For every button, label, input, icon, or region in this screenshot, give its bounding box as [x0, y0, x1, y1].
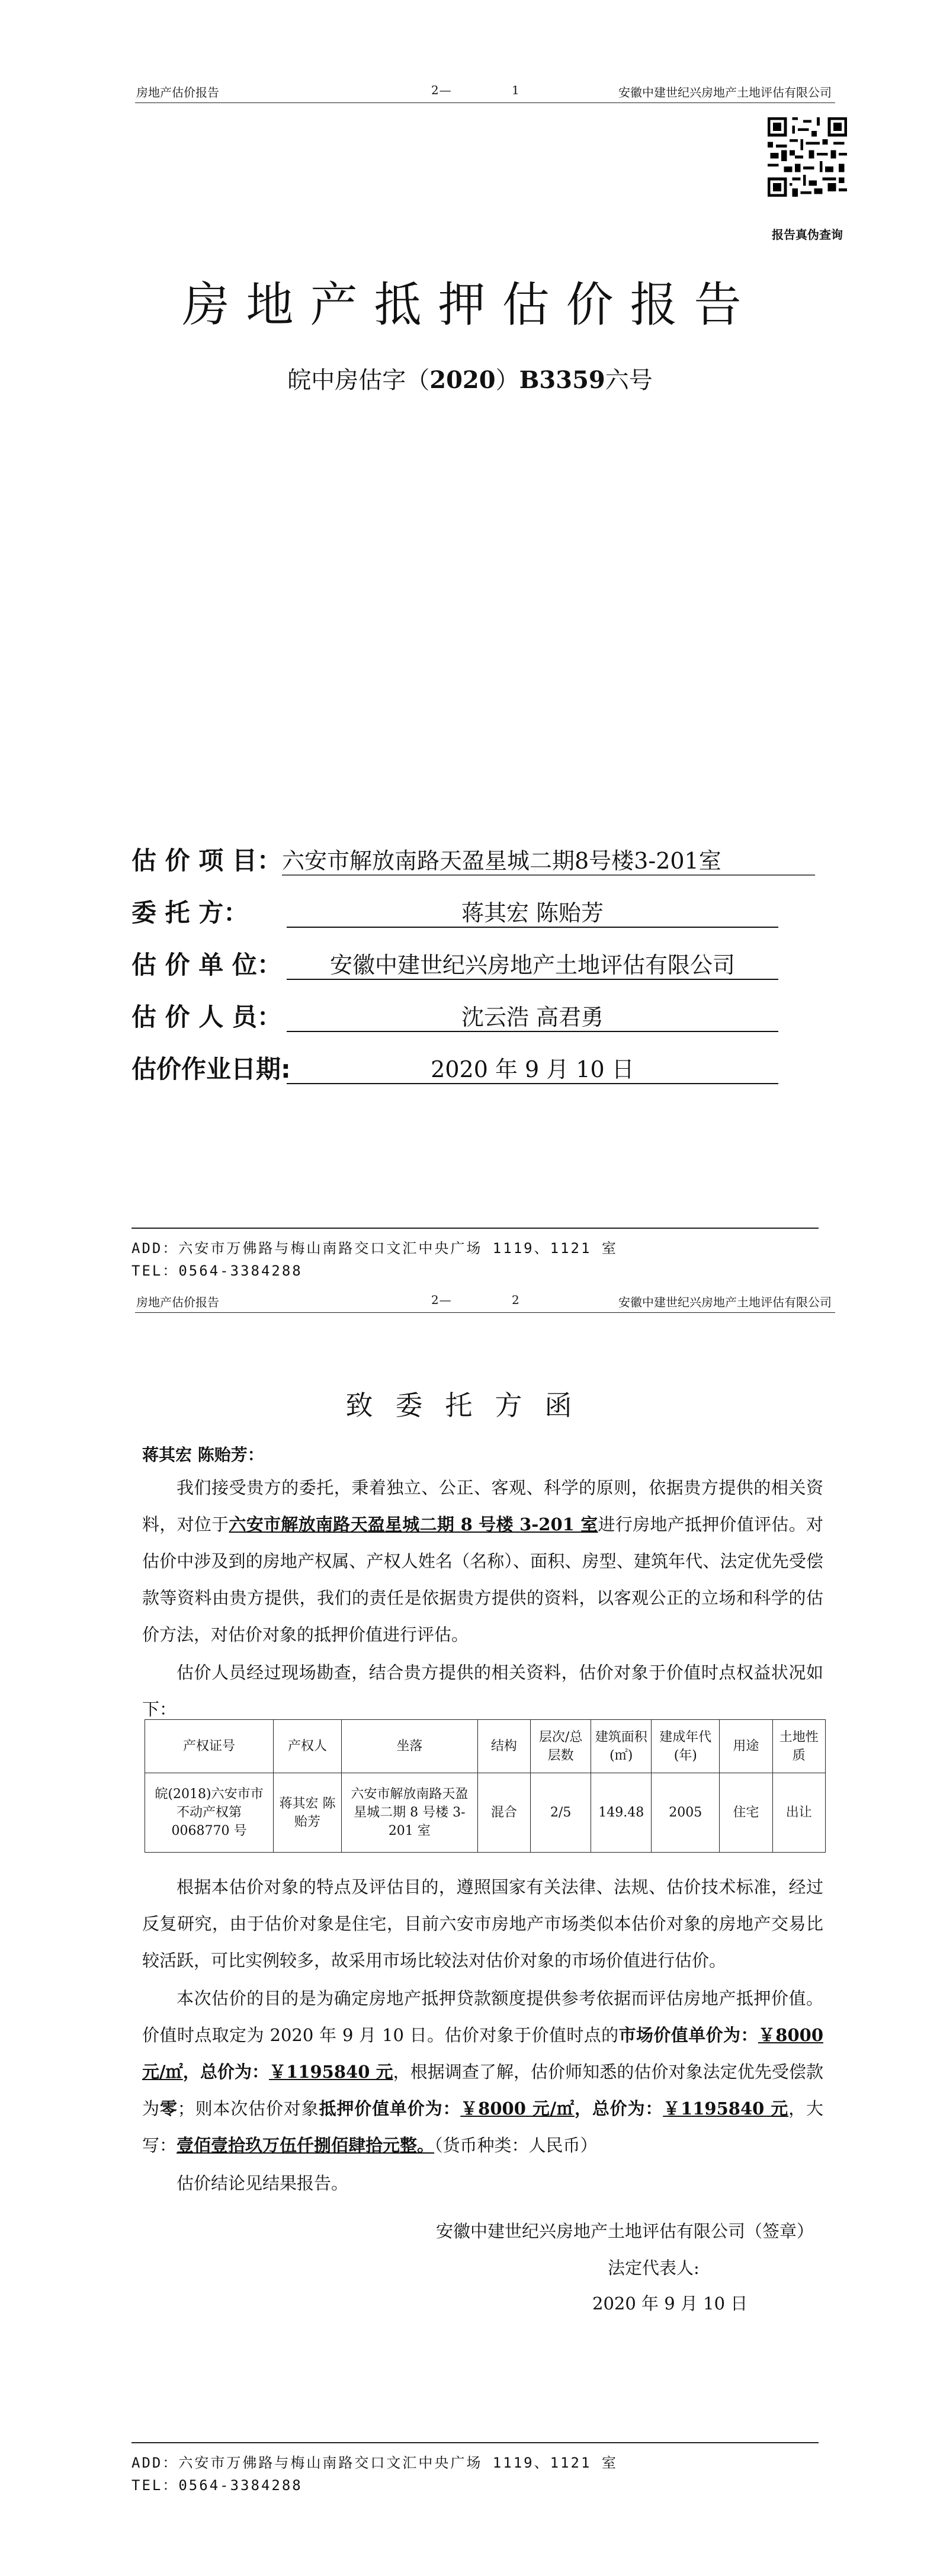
footer-address: ADD：六安市万佛路与梅山南路交口文汇中央广场 1119、1121 室: [131, 2455, 618, 2471]
paragraph-conclusion: 估价结论见结果报告。: [177, 2173, 349, 2193]
signature-company: 安徽中建世纪兴房地产土地评估有限公司（签章）: [436, 2221, 814, 2241]
info-value-project: 六安市解放南路天盈星城二期8号楼3-201室: [282, 842, 815, 876]
mortgage-total-price: ￥1195840 元: [663, 2098, 789, 2119]
qr-code-icon[interactable]: [768, 117, 847, 197]
cell-built-year: 2005: [652, 1773, 720, 1853]
header-report-type: 房地产估价报告: [136, 1295, 219, 1309]
info-row-appraisers: [131, 998, 842, 1033]
paragraph-text: ，根据调查了解，估价师知悉的估价对象法定优先受偿款为: [142, 2062, 823, 2119]
report-number-code: B3359: [519, 366, 605, 394]
footer-address: ADD：六安市万佛路与梅山南路交口文汇中央广场 1119、1121 室: [131, 1240, 618, 1257]
market-unit-price: ￥8000 元/㎡: [142, 2025, 823, 2082]
table-header-row: [145, 1720, 826, 1773]
page-footer: [131, 2442, 819, 2497]
info-value-appraiser-firm: 安徽中建世纪兴房地产土地评估有限公司: [287, 947, 778, 980]
property-address: 六安市解放南路天盈星城二期 8 号楼 3-201 室: [229, 1514, 598, 1534]
mortgage-unit-price: ￥8000 元/㎡: [460, 2098, 575, 2119]
paragraph-engagement: [142, 1469, 823, 1653]
priority-claim-amount: 零: [159, 2098, 178, 2119]
report-number-year: 2020: [429, 366, 496, 394]
report-number-suffix: 六号: [605, 367, 653, 394]
header-page-prefix: 2—: [431, 83, 452, 97]
paragraph-text: 我们接受贵方的委托，秉着独立、公正、客观、科学的原则，依据贵方提供的相关资料，对位于: [142, 1478, 823, 1534]
info-row-appraiser-firm: [131, 946, 842, 981]
report-number-mid: ）: [495, 367, 519, 394]
letter-title: 致委托方函: [345, 1389, 595, 1421]
cell-area: 149.48: [591, 1773, 652, 1853]
info-value-client: 蒋其宏 陈贻芳: [287, 895, 778, 928]
cell-usage: 住宅: [720, 1773, 772, 1853]
paragraph-inspection: 估价人员经过现场勘查，结合贵方提供的相关资料，估价对象于价值时点权益状况如下：: [142, 1662, 823, 1719]
market-total-label: ，总价为：: [182, 2062, 270, 2082]
col-header-usage: 用途: [720, 1720, 772, 1773]
market-unit-price-label: 市场价值单价为：: [618, 2025, 758, 2045]
paragraph-methodology: 根据本估价对象的特点及评估目的，遵照国家有关法律、法规、估价技术标准，经过反复研究，由于估价对象是住宅，目前六安市房地产市场类似本估价对象的房地产交易比较活跃，可比实例较多，故采用市场比较法对估价对象的市场价值进行估价。: [142, 1877, 823, 1971]
col-header-land-type: 土地性质: [772, 1720, 825, 1773]
cell-location: 六安市解放南路天盈星城二期 8 号楼 3-201 室: [341, 1773, 477, 1853]
report-number-prefix: 皖中房估字（: [287, 367, 430, 394]
cell-floor: 2/5: [531, 1773, 591, 1853]
cell-structure: 混合: [477, 1773, 530, 1853]
col-header-area: 建筑面积(㎡): [591, 1720, 652, 1773]
header-company: 安徽中建世纪兴房地产土地评估有限公司: [618, 85, 832, 100]
letter-addressee: 蒋其宏 陈贻芳：: [142, 1445, 264, 1465]
cell-cert-no: 皖(2018)六安市市不动产权第 0068770 号: [145, 1773, 274, 1853]
col-header-floor: 层次/总层数: [531, 1720, 591, 1773]
mortgage-unit-price-label: 抵押价值单价为：: [319, 2098, 461, 2119]
info-label-project: 估 价 项 目：: [131, 846, 282, 875]
col-header-cert-no: 产权证号: [145, 1720, 274, 1773]
info-row-client: [131, 893, 842, 929]
amount-in-words: 壹佰壹拾玖万伍仟捌佰肆拾元整。: [177, 2135, 435, 2155]
letter-page: [0, 1289, 940, 2576]
paragraph-text: ；则本次估价对象: [177, 2098, 319, 2119]
paragraph-valuation-result: [142, 1980, 823, 2164]
info-value-appraisers: 沈云浩 高君勇: [287, 999, 778, 1032]
header-company: 安徽中建世纪兴房地产土地评估有限公司: [618, 1295, 832, 1309]
info-label-appraiser-firm: 估 价 单 位：: [131, 950, 282, 979]
info-row-project: [131, 841, 842, 877]
col-header-owner: 产权人: [274, 1720, 342, 1773]
page-footer: [131, 1228, 819, 1282]
page-header: [135, 1289, 835, 1313]
info-label-client: 委 托 方：: [131, 898, 249, 927]
currency-note: （货币种类：人民币）: [434, 2135, 598, 2155]
footer-telephone: TEL：0564-3384288: [131, 1263, 303, 1279]
info-row-date: [131, 1050, 842, 1085]
property-rights-table: [145, 1719, 826, 1853]
qr-caption: 报告真伪查询: [772, 228, 843, 242]
mortgage-total-label: ，总价为：: [574, 2098, 663, 2119]
signature-legal-rep: 法定代表人:: [608, 2258, 700, 2278]
header-page-number: 2: [512, 1293, 519, 1307]
paragraph-text: 本次估价的目的是为确定房地产抵押贷款额度提供参考依据而评估房地产抵押价值。价值时点取定为 2020 年 9 月 10 日。估价对象于价值时点的: [142, 1988, 823, 2045]
col-header-location: 坐落: [341, 1720, 477, 1773]
col-header-structure: 结构: [477, 1720, 530, 1773]
header-report-type: 房地产估价报告: [136, 85, 219, 100]
cell-land-type: 出让: [772, 1773, 825, 1853]
paragraph-text: 进行房地产抵押价值评估。对估价中涉及到的房地产权属、产权人姓名（名称）、面积、房型、建筑年代、法定优先受偿款等资料由贵方提供，我们的责任是依据贵方提供的资料，以客观公正的立场和科学的估价方法，对估价对象的抵押价值进行评估。: [142, 1514, 823, 1645]
market-total-price: ￥1195840 元: [269, 2062, 393, 2082]
col-header-built-year: 建成年代(年): [652, 1720, 720, 1773]
page-header: [135, 79, 835, 103]
table-row: [145, 1773, 826, 1853]
info-value-date: 2020 年 9 月 10 日: [287, 1051, 778, 1084]
cell-owner: 蒋其宏 陈贻芳: [274, 1773, 342, 1853]
info-label-date: 估价作业日期:: [131, 1055, 291, 1084]
footer-telephone: TEL：0564-3384288: [131, 2477, 303, 2494]
signature-date: 2020 年 9 月 10 日: [592, 2293, 748, 2314]
info-label-appraisers: 估 价 人 员：: [131, 1002, 282, 1031]
paragraph-text: ，大写：: [142, 2098, 823, 2155]
report-title: 房地产抵押估价报告: [182, 277, 758, 332]
header-page-prefix: 2—: [431, 1293, 452, 1307]
header-page-number: 1: [512, 83, 519, 97]
report-number: [0, 361, 940, 395]
